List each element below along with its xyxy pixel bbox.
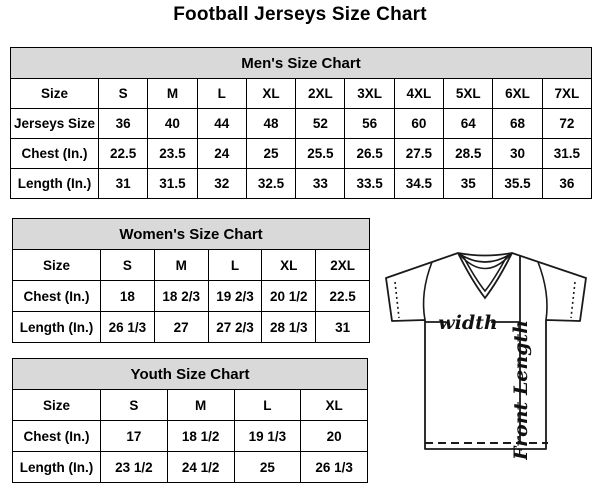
value-cell: 52: [296, 109, 345, 139]
value-cell: 35.5: [493, 169, 542, 199]
value-cell: 44: [197, 109, 246, 139]
col-header-cell: M: [154, 250, 208, 281]
value-cell: 18 1/2: [167, 421, 234, 452]
value-cell: 64: [444, 109, 493, 139]
value-cell: 28 1/3: [262, 312, 316, 343]
value-cell: 31: [316, 312, 370, 343]
value-cell: 30: [493, 139, 542, 169]
col-header-cell: 5XL: [444, 79, 493, 109]
col-header-cell: 2XL: [316, 250, 370, 281]
table-row: [13, 250, 370, 281]
front-length-label: Front Length: [510, 319, 532, 460]
mens-size-table: [10, 47, 592, 199]
value-cell: 48: [246, 109, 295, 139]
col-header-cell: S: [101, 250, 155, 281]
col-header-cell: M: [167, 390, 234, 421]
col-header-cell: S: [99, 79, 148, 109]
value-cell: 23.5: [148, 139, 197, 169]
value-cell: 27: [154, 312, 208, 343]
row-label: Size: [11, 79, 99, 109]
row-label: Jerseys Size: [11, 109, 99, 139]
value-cell: 18 2/3: [154, 281, 208, 312]
row-label: Length (In.): [13, 452, 101, 483]
value-cell: 26.5: [345, 139, 394, 169]
table-row: [13, 312, 370, 343]
page-title: Football Jerseys Size Chart: [173, 4, 427, 25]
col-header-cell: XL: [262, 250, 316, 281]
row-label: Size: [13, 390, 101, 421]
value-cell: 20: [301, 421, 368, 452]
col-header-cell: M: [148, 79, 197, 109]
value-cell: 35: [444, 169, 493, 199]
col-header-cell: XL: [301, 390, 368, 421]
value-cell: 27 2/3: [208, 312, 262, 343]
value-cell: 26 1/3: [301, 452, 368, 483]
col-header-cell: L: [208, 250, 262, 281]
table-row: [13, 421, 368, 452]
row-label: Size: [13, 250, 101, 281]
mens-table-title: Men's Size Chart: [11, 48, 592, 79]
table-row: [13, 452, 368, 483]
value-cell: 24: [197, 139, 246, 169]
table-row: [11, 169, 592, 199]
row-label: Chest (In.): [13, 281, 101, 312]
value-cell: 32.5: [246, 169, 295, 199]
value-cell: 56: [345, 109, 394, 139]
row-label: Chest (In.): [11, 139, 99, 169]
value-cell: 24 1/2: [167, 452, 234, 483]
womens-table-title: Women's Size Chart: [13, 219, 370, 250]
value-cell: 27.5: [394, 139, 443, 169]
value-cell: 32: [197, 169, 246, 199]
col-header-cell: 3XL: [345, 79, 394, 109]
table-row: [11, 79, 592, 109]
col-header-cell: L: [197, 79, 246, 109]
value-cell: 25.5: [296, 139, 345, 169]
value-cell: 68: [493, 109, 542, 139]
value-cell: 36: [542, 169, 591, 199]
value-cell: 26 1/3: [101, 312, 155, 343]
value-cell: 17: [101, 421, 168, 452]
value-cell: 31.5: [148, 169, 197, 199]
value-cell: 28.5: [444, 139, 493, 169]
value-cell: 18: [101, 281, 155, 312]
table-row: [11, 139, 592, 169]
row-label: Length (In.): [13, 312, 101, 343]
table-row: [13, 390, 368, 421]
row-label: Length (In.): [11, 169, 99, 199]
value-cell: 25: [234, 452, 301, 483]
width-label: width: [438, 312, 498, 334]
value-cell: 19 1/3: [234, 421, 301, 452]
col-header-cell: 2XL: [296, 79, 345, 109]
youth-size-table: [12, 358, 368, 483]
value-cell: 22.5: [99, 139, 148, 169]
table-row: [11, 109, 592, 139]
col-header-cell: 6XL: [493, 79, 542, 109]
youth-table-title: Youth Size Chart: [13, 359, 368, 390]
value-cell: 33.5: [345, 169, 394, 199]
value-cell: 60: [394, 109, 443, 139]
col-header-cell: S: [101, 390, 168, 421]
jersey-outline-icon: [372, 245, 598, 460]
womens-size-table: [12, 218, 370, 343]
value-cell: 20 1/2: [262, 281, 316, 312]
value-cell: 31: [99, 169, 148, 199]
col-header-cell: L: [234, 390, 301, 421]
col-header-cell: 7XL: [542, 79, 591, 109]
value-cell: 25: [246, 139, 295, 169]
col-header-cell: XL: [246, 79, 295, 109]
col-header-cell: 4XL: [394, 79, 443, 109]
table-row: [13, 281, 370, 312]
jersey-measurement-diagram: [372, 245, 598, 460]
value-cell: 34.5: [394, 169, 443, 199]
value-cell: 40: [148, 109, 197, 139]
value-cell: 36: [99, 109, 148, 139]
value-cell: 33: [296, 169, 345, 199]
value-cell: 31.5: [542, 139, 591, 169]
value-cell: 23 1/2: [101, 452, 168, 483]
row-label: Chest (In.): [13, 421, 101, 452]
value-cell: 72: [542, 109, 591, 139]
value-cell: 19 2/3: [208, 281, 262, 312]
value-cell: 22.5: [316, 281, 370, 312]
